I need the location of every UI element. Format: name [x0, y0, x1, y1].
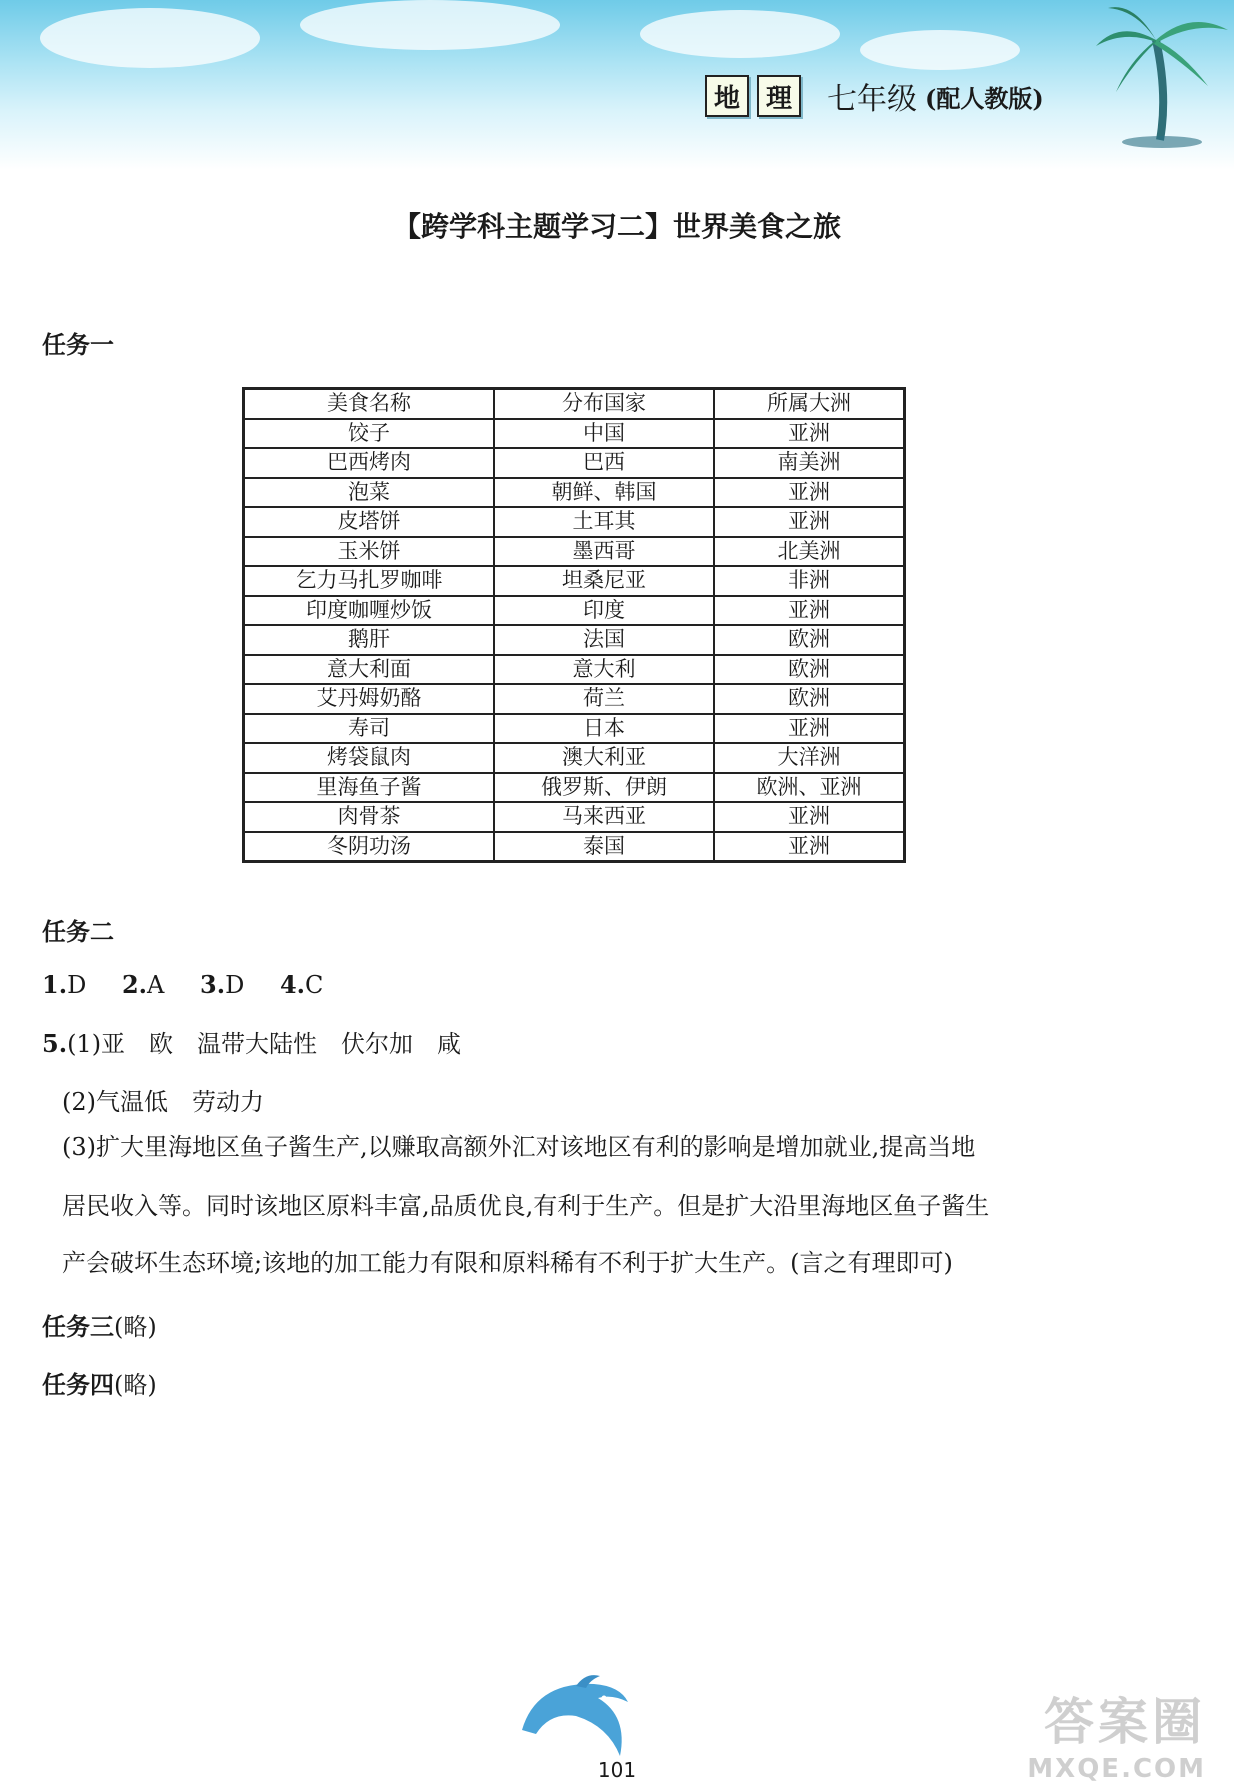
- table-cell: 印度: [494, 596, 714, 626]
- question-number: 4.: [279, 970, 306, 999]
- watermark-logo-text: 答案圈: [1044, 1693, 1206, 1751]
- table-cell: 欧洲: [714, 625, 905, 655]
- task1-heading: 任务一: [42, 331, 114, 359]
- table-cell: 亚洲: [714, 419, 905, 449]
- subject-char-box: 理: [757, 75, 801, 117]
- task4-line: [42, 1369, 157, 1401]
- table-cell: 欧洲: [714, 655, 905, 685]
- table-header-row: [244, 389, 905, 419]
- answer-value: D: [225, 971, 245, 999]
- table-cell: 里海鱼子酱: [244, 773, 495, 803]
- table-cell: 巴西: [494, 448, 714, 478]
- q5-part3-line: (3)扩大里海地区鱼子酱生产,以赚取高额外汇对该地区有利的影响是增加就业,提高当地: [62, 1133, 976, 1161]
- table-cell: 意大利面: [244, 655, 495, 685]
- task3-note: (略): [114, 1313, 157, 1341]
- page-number: 101: [597, 1758, 637, 1782]
- table-cell: 北美洲: [714, 537, 905, 567]
- cloud-decoration: [640, 10, 840, 58]
- table-row: [244, 596, 905, 626]
- edition-label: (配人教版): [925, 83, 1044, 113]
- table-cell: 亚洲: [714, 802, 905, 832]
- task2-heading: 任务二: [42, 918, 114, 946]
- table-cell: 亚洲: [714, 832, 905, 862]
- task4-note: (略): [114, 1371, 157, 1399]
- question-number: 2.: [121, 970, 148, 999]
- q5-part3-line: 产会破坏生态环境;该地的加工能力有限和原料稀有不利于扩大生产。(言之有理即可): [62, 1249, 953, 1277]
- table-cell: 澳大利亚: [494, 743, 714, 773]
- task3-line: [42, 1311, 157, 1343]
- answer-value: D: [67, 971, 87, 999]
- table-cell: 日本: [494, 714, 714, 744]
- table-row: [244, 655, 905, 685]
- table-cell: 泰国: [494, 832, 714, 862]
- task3-heading: 任务三: [42, 1313, 114, 1341]
- table-cell: 南美洲: [714, 448, 905, 478]
- answer-item: [200, 971, 244, 999]
- question-number: 1.: [42, 970, 68, 999]
- food-table: [242, 387, 906, 863]
- column-header: 美食名称: [244, 389, 495, 419]
- table-cell: 巴西烤肉: [244, 448, 495, 478]
- table-cell: 艾丹姆奶酪: [244, 684, 495, 714]
- watermark: [1027, 1682, 1206, 1784]
- table-cell: 欧洲: [714, 684, 905, 714]
- table-cell: 非洲: [714, 566, 905, 596]
- table-cell: 饺子: [244, 419, 495, 449]
- answer-item: [280, 971, 323, 999]
- table-cell: 坦桑尼亚: [494, 566, 714, 596]
- grade-label: 七年级: [827, 82, 917, 117]
- table-cell: 亚洲: [714, 507, 905, 537]
- table-row: [244, 537, 905, 567]
- table-cell: 荷兰: [494, 684, 714, 714]
- table-cell: 乞力马扎罗咖啡: [244, 566, 495, 596]
- palm-tree-icon: [1090, 0, 1234, 150]
- table-cell: 土耳其: [494, 507, 714, 537]
- table-row: [244, 773, 905, 803]
- cloud-decoration: [40, 8, 260, 68]
- header-title: [705, 74, 1044, 118]
- table-cell: 亚洲: [714, 478, 905, 508]
- table-cell: 朝鲜、韩国: [494, 478, 714, 508]
- table-cell: 玉米饼: [244, 537, 495, 567]
- column-header: 所属大洲: [714, 389, 905, 419]
- question-number: 3.: [200, 970, 226, 999]
- answer-item: [42, 971, 86, 999]
- table-cell: 法国: [494, 625, 714, 655]
- page-title: 【跨学科主题学习二】世界美食之旅: [392, 210, 841, 243]
- cloud-decoration: [860, 30, 1020, 70]
- table-cell: 肉骨茶: [244, 802, 495, 832]
- table-row: [244, 566, 905, 596]
- table-cell: 大洋洲: [714, 743, 905, 773]
- table-cell: 印度咖喱炒饭: [244, 596, 495, 626]
- table-row: [244, 625, 905, 655]
- task4-heading: 任务四: [42, 1371, 114, 1399]
- table-cell: 寿司: [244, 714, 495, 744]
- header-banner: [0, 0, 1234, 170]
- table-cell: 皮塔饼: [244, 507, 495, 537]
- table-cell: 烤袋鼠肉: [244, 743, 495, 773]
- table-cell: 冬阴功汤: [244, 832, 495, 862]
- watermark-url: MXQE.COM: [1027, 1754, 1206, 1784]
- table-cell: 泡菜: [244, 478, 495, 508]
- answer-value: A: [147, 971, 165, 999]
- table-row: [244, 419, 905, 449]
- table-cell: 亚洲: [714, 596, 905, 626]
- answer-value: C: [305, 971, 324, 999]
- table-cell: 鹅肝: [244, 625, 495, 655]
- table-row: [244, 714, 905, 744]
- dolphin-icon: [516, 1672, 636, 1764]
- table-row: [244, 478, 905, 508]
- table-cell: 意大利: [494, 655, 714, 685]
- table-row: [244, 507, 905, 537]
- table-row: [244, 743, 905, 773]
- q5-part3-line: 居民收入等。同时该地区原料丰富,品质优良,有利于生产。但是扩大沿里海地区鱼子酱生: [62, 1192, 990, 1220]
- table-cell: 中国: [494, 419, 714, 449]
- q5-part2: (2)气温低 劳动力: [62, 1088, 264, 1116]
- table-row: [244, 684, 905, 714]
- answer-item: [122, 971, 164, 999]
- table-cell: 欧洲、亚洲: [714, 773, 905, 803]
- column-header: 分布国家: [494, 389, 714, 419]
- question-number: 5.: [42, 1029, 68, 1058]
- table-row: [244, 448, 905, 478]
- table-cell: 亚洲: [714, 714, 905, 744]
- table-cell: 马来西亚: [494, 802, 714, 832]
- q5-part1-line: [42, 1028, 461, 1060]
- q5-part1: (1)亚 欧 温带大陆性 伏尔加 咸: [67, 1030, 462, 1058]
- table-cell: 墨西哥: [494, 537, 714, 567]
- table-cell: 俄罗斯、伊朗: [494, 773, 714, 803]
- table-row: [244, 832, 905, 862]
- subject-char-box: 地: [705, 75, 749, 117]
- cloud-decoration: [300, 0, 560, 50]
- choice-answers: [42, 969, 351, 1001]
- table-row: [244, 802, 905, 832]
